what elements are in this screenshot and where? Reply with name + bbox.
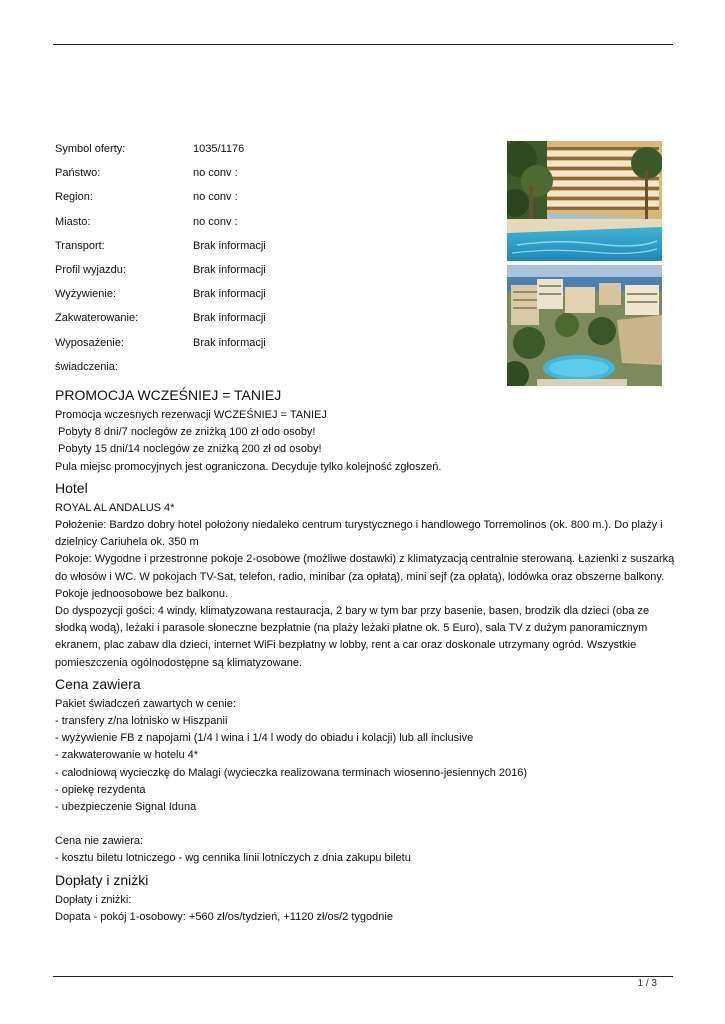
spacer — [55, 816, 675, 833]
promo-heading: PROMOCJA WCZEŚNIEJ = TANIEJ — [55, 387, 282, 403]
hotel-location: Położenie: Bardzo dobry hotel położony niedaleko centrum turystycznego i handlowego Torremolinos (ok. 800 m.). Do plaży i dzielnicy Cariuhela ok. 350 m — [55, 519, 663, 549]
info-label: Symbol oferty: — [55, 143, 126, 155]
info-value: no conv : — [193, 191, 238, 204]
info-label: Miasto: — [55, 215, 91, 228]
info-value: Brak informacji — [193, 239, 266, 252]
info-row — [55, 212, 475, 236]
includes-item: - calodniową wycieczkę do Malagi (wycieczka realizowana terminach wiosenno-jesiennych 2016) — [55, 766, 528, 779]
surcharges-item: Dopata - pokój 1-osobowy: +560 zł/os/tydzień, +1120 zł/os/2 tygodnie — [55, 910, 393, 923]
info-label: Zakwaterowanie: — [55, 312, 139, 325]
info-label: Wyposażenie: — [55, 336, 124, 349]
hotel-heading: Hotel — [55, 479, 88, 496]
info-row — [55, 357, 475, 381]
includes-item: - zakwaterowanie w hotelu 4* — [55, 749, 199, 762]
info-label: świadczenia: — [55, 360, 118, 373]
footer-rule — [53, 976, 673, 977]
surcharges-heading: Dopłaty i zniżki — [55, 871, 149, 888]
info-row — [55, 260, 475, 284]
info-value: no conv : — [193, 167, 238, 180]
info-row — [55, 308, 475, 332]
page-number: 1 / 3 — [637, 978, 657, 989]
info-label: Profil wyjazdu: — [55, 263, 126, 276]
promo-line: Pobyty 15 dni/14 noclegów ze zniżką 200 zł od osoby! — [55, 443, 322, 456]
info-row — [55, 236, 475, 260]
info-row — [55, 333, 475, 357]
excludes-title: Cena nie zawiera: — [55, 835, 144, 848]
info-label: Wyżywienie: — [55, 288, 117, 301]
info-value: Brak informacji — [193, 288, 266, 301]
includes-item: - wyżywienie FB z napojami (1/4 l wina i 1/4 l wody do obiadu i kolacji) lub all inclusive — [55, 732, 474, 745]
includes-intro: Pakiet świadczeń zawartych w cenie: — [55, 697, 236, 710]
includes-item: - ubezpieczenie Signal Iduna — [55, 801, 197, 814]
header-rule — [53, 44, 673, 45]
promo-line: Pula miejsc promocyjnych jest ograniczona. Decyduje tylko kolejność zgłoszeń. — [55, 460, 442, 473]
hotel-rooms: Pokoje: Wygodne i przestronne pokoje 2-osobowe (możliwe dostawki) z klimatyzacją centralnie sterowaną. Łazienki z suszarką do włosów i WC. W pokojach TV-Sat, telefon, radio, minibar (za opłatą), mini sejf (za opłatą), lodówka oraz obszerne balkony. Pokoje jednoosobowe bez balkonu. — [55, 553, 675, 600]
offer-info-table — [55, 139, 475, 381]
hotel-pool-photo — [507, 141, 662, 261]
offer-content — [55, 383, 675, 926]
info-row — [55, 163, 475, 187]
hotel-facilities: Do dyspozycji gości: 4 windy, klimatyzowana restauracja, 2 bary w tym bar przy basenie, basen, brodzik dla dzieci (oba ze słodką wodą), leżaki i parasole słoneczne bezpłatnie (na plaży leżaki płatne ok. 5 Euro), sala TV z dużym panoramicznym ekranem, plac zabaw dla dzieci, internet WiFi bezpłatny w lobby, rent a car oraz doskonale utrzymany ogród. Wszystkie pomieszczenia ogólnodostępne są klimatyzowane. — [55, 605, 650, 669]
includes-item: - opiekę rezydenta — [55, 783, 146, 796]
info-value: Brak informacji — [193, 312, 266, 325]
includes-item: - transfery z/na lotnisko w Hiszpanii — [55, 715, 228, 728]
info-row — [55, 139, 475, 163]
info-label: Region: — [55, 191, 93, 204]
info-row — [55, 284, 475, 308]
promo-line: Promocja wczesnych rezerwacji WCZEŚNIEJ = TANIEJ — [55, 409, 327, 421]
promo-line: Pobyty 8 dni/7 noclegów ze zniżką 100 zł odo osoby! — [55, 426, 316, 439]
excludes-item: - kosztu biletu lotniczego - wg cennika linii lotniczych z dnia zakupu biletu — [55, 852, 411, 865]
info-label: Transport: — [55, 239, 105, 252]
info-value: Brak informacji — [193, 336, 266, 349]
includes-heading: Cena zawiera — [55, 675, 141, 692]
hotel-aerial-photo — [507, 265, 662, 386]
info-row — [55, 187, 475, 211]
hotel-name: ROYAL AL ANDALUS 4* — [55, 501, 175, 514]
info-value: Brak informacji — [193, 263, 266, 276]
info-label: Państwo: — [55, 167, 101, 180]
info-value: no conv : — [193, 215, 238, 228]
info-value: 1035/1176 — [193, 143, 245, 155]
surcharges-intro: Dopłaty i zniżki: — [55, 893, 132, 906]
